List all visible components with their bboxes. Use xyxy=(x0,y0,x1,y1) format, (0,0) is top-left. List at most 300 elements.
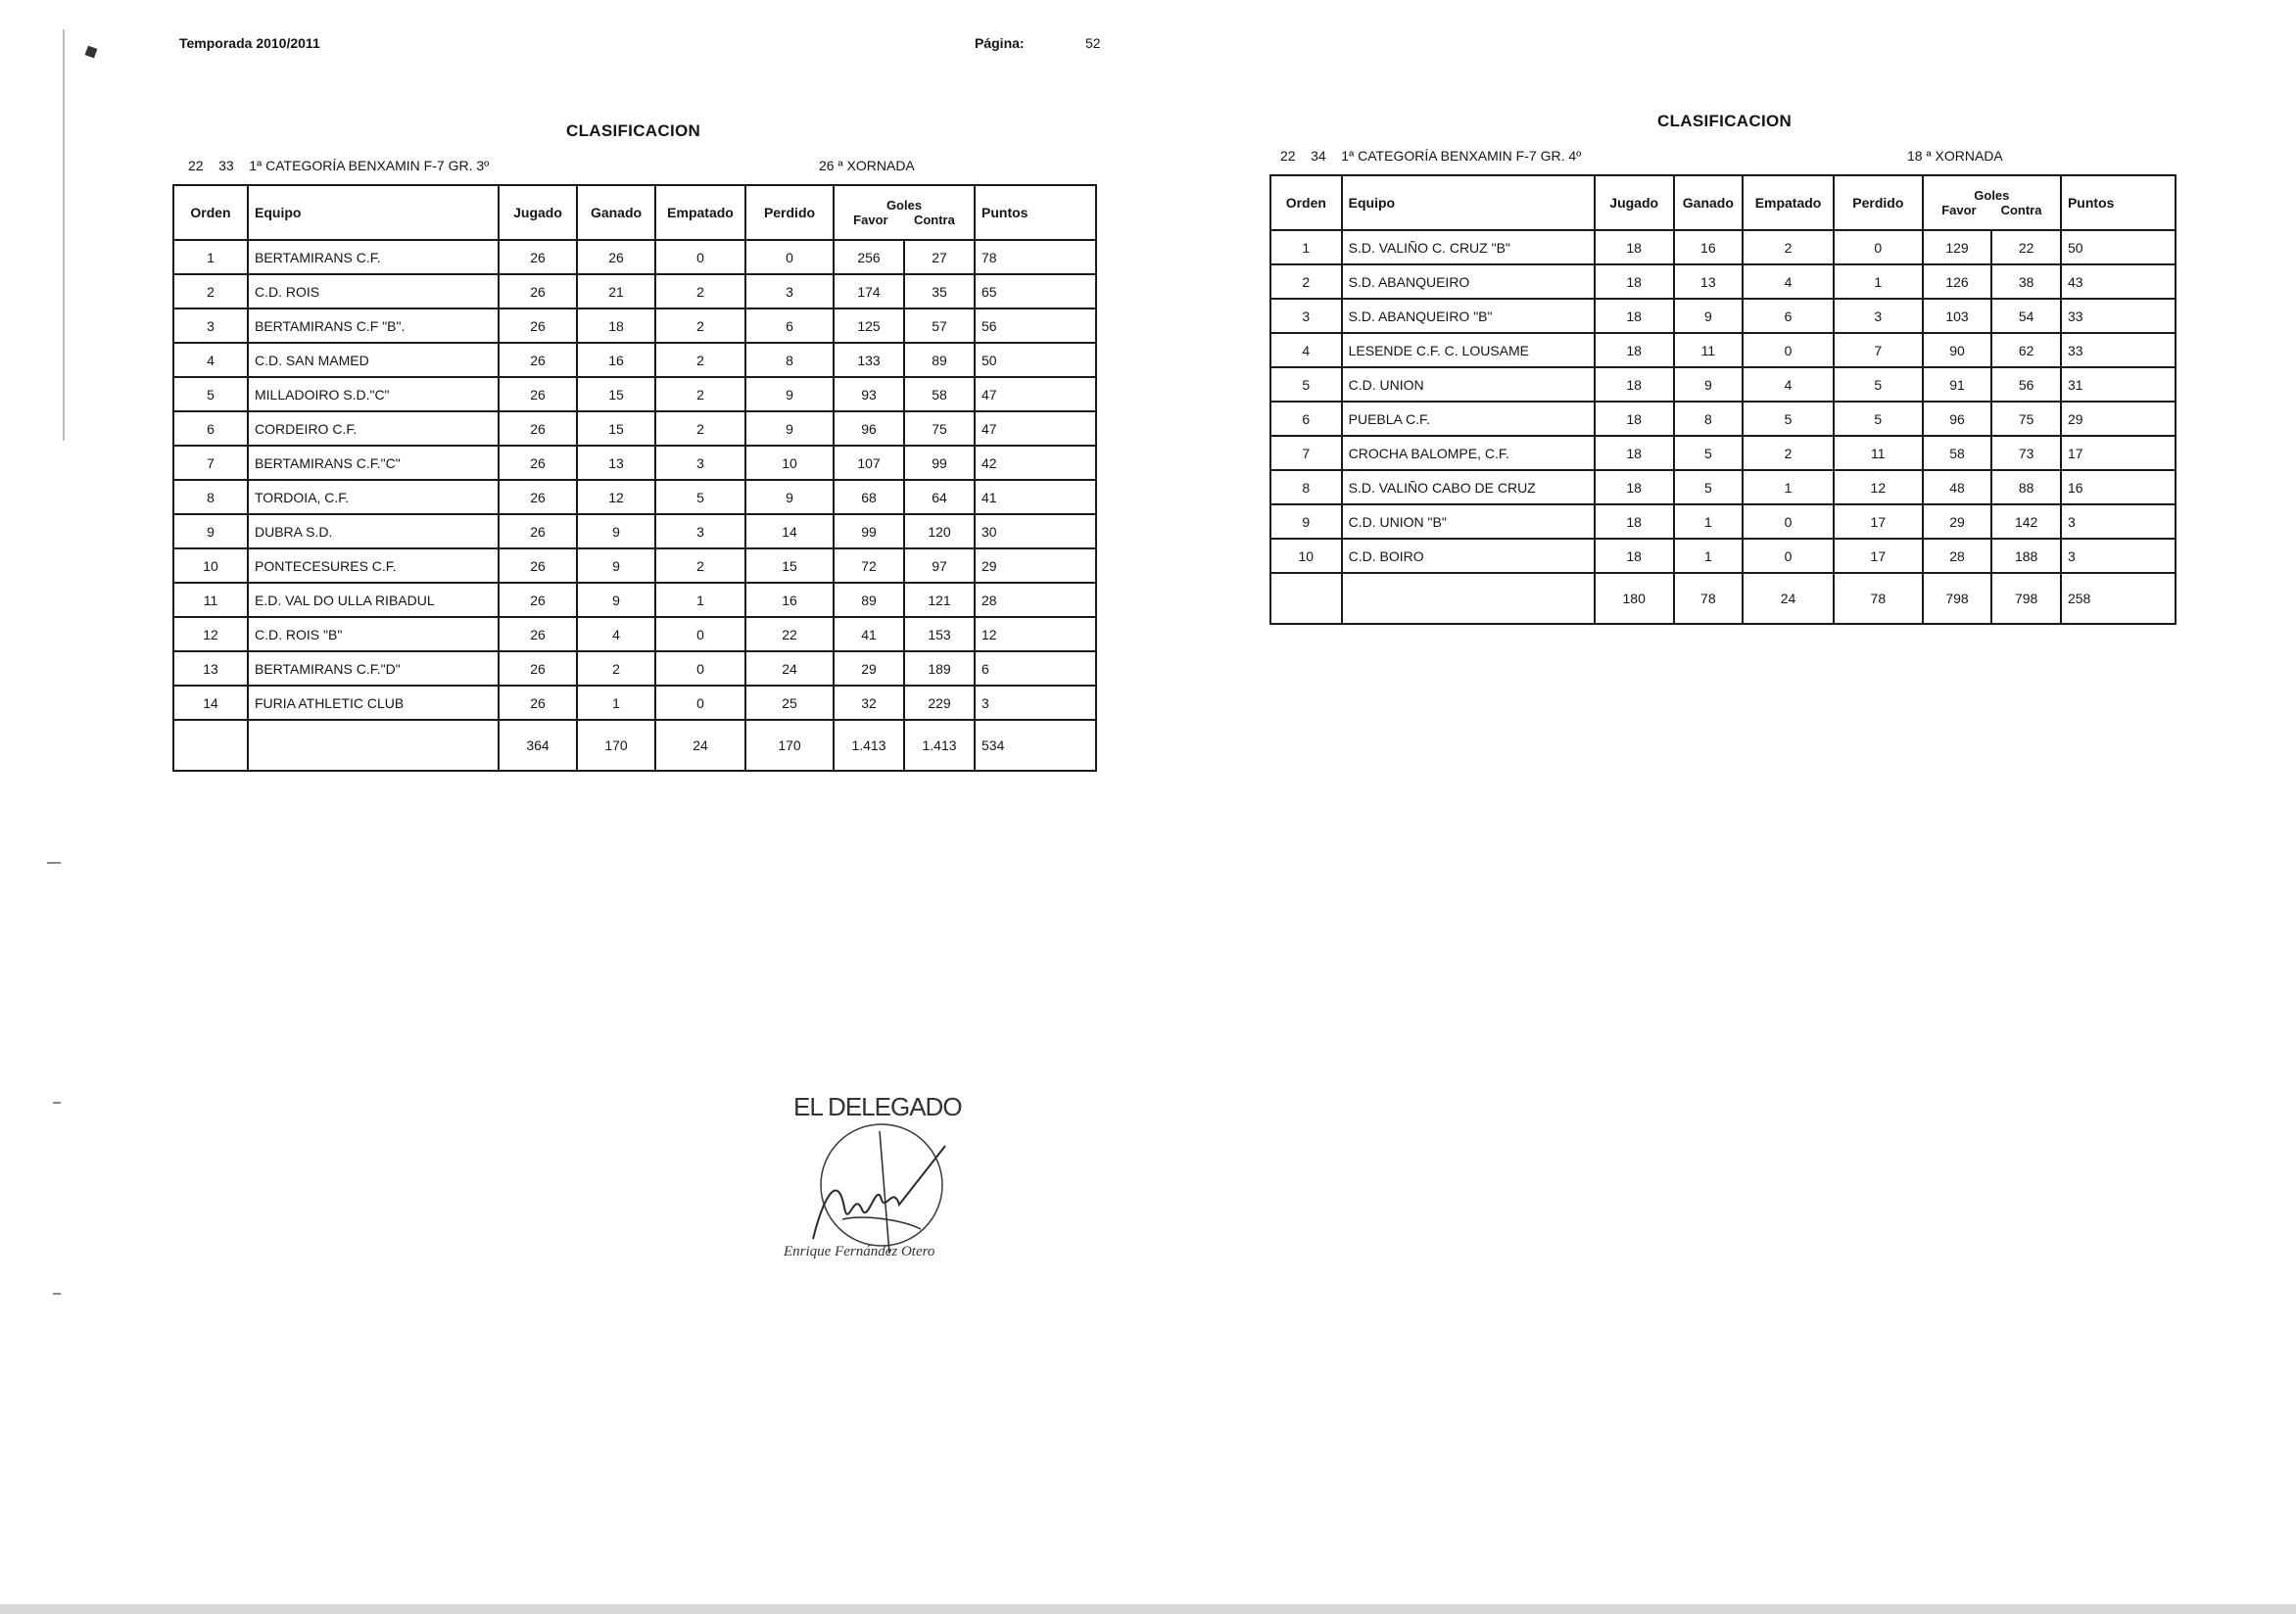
col-contra: Contra xyxy=(2000,203,2042,217)
cell-empatado: 1 xyxy=(655,583,745,617)
cell-orden: 3 xyxy=(173,309,248,343)
table-row xyxy=(1270,299,2176,333)
signature-title: EL DELEGADO xyxy=(793,1092,962,1121)
table-row xyxy=(173,377,1096,411)
col-puntos: Puntos xyxy=(975,185,1096,240)
cell-equipo: TORDOIA, C.F. xyxy=(248,480,499,514)
col-perdido: Perdido xyxy=(1834,175,1923,230)
cell-contra: 99 xyxy=(904,446,975,480)
cell-perdido: 8 xyxy=(745,343,834,377)
cell-ganado: 9 xyxy=(577,548,655,583)
col-empatado: Empatado xyxy=(655,185,745,240)
total-equipo xyxy=(1342,573,1595,624)
total-contra: 1.413 xyxy=(904,720,975,771)
cell-contra: 88 xyxy=(1991,470,2061,504)
cell-orden: 10 xyxy=(1270,539,1342,573)
right-code2: 34 xyxy=(1311,148,1326,164)
cell-contra: 120 xyxy=(904,514,975,548)
cell-equipo: S.D. VALIÑO CABO DE CRUZ xyxy=(1342,470,1595,504)
cell-jugado: 26 xyxy=(499,514,577,548)
cell-orden: 2 xyxy=(173,274,248,309)
season-value: 2010/2011 xyxy=(256,35,320,51)
cell-puntos: 3 xyxy=(2061,504,2176,539)
col-goles xyxy=(834,185,975,240)
cell-puntos: 65 xyxy=(975,274,1096,309)
total-perdido: 78 xyxy=(1834,573,1923,624)
cell-orden: 9 xyxy=(173,514,248,548)
total-favor: 798 xyxy=(1923,573,1992,624)
cell-jugado: 26 xyxy=(499,583,577,617)
cell-equipo: E.D. VAL DO ULLA RIBADUL xyxy=(248,583,499,617)
cell-contra: 121 xyxy=(904,583,975,617)
table-row xyxy=(1270,504,2176,539)
cell-orden: 8 xyxy=(1270,470,1342,504)
cell-jugado: 18 xyxy=(1595,402,1674,436)
cell-ganado: 16 xyxy=(1674,230,1744,264)
right-jornada: 18 ª XORNADA xyxy=(1907,148,2003,164)
cell-favor: 129 xyxy=(1923,230,1992,264)
cell-jugado: 26 xyxy=(499,343,577,377)
cell-contra: 75 xyxy=(1991,402,2061,436)
total-empatado: 24 xyxy=(655,720,745,771)
cell-jugado: 18 xyxy=(1595,299,1674,333)
cell-orden: 7 xyxy=(1270,436,1342,470)
cell-equipo: DUBRA S.D. xyxy=(248,514,499,548)
cell-empatado: 2 xyxy=(655,274,745,309)
cell-empatado: 0 xyxy=(655,686,745,720)
cell-favor: 29 xyxy=(834,651,904,686)
cell-favor: 32 xyxy=(834,686,904,720)
cell-orden: 12 xyxy=(173,617,248,651)
cell-equipo: C.D. UNION xyxy=(1342,367,1595,402)
cell-ganado: 1 xyxy=(577,686,655,720)
total-puntos: 534 xyxy=(975,720,1096,771)
total-ganado: 170 xyxy=(577,720,655,771)
cell-equipo: BERTAMIRANS C.F. xyxy=(248,240,499,274)
cell-perdido: 11 xyxy=(1834,436,1923,470)
cell-contra: 56 xyxy=(1991,367,2061,402)
cell-perdido: 14 xyxy=(745,514,834,548)
cell-orden: 3 xyxy=(1270,299,1342,333)
table-row xyxy=(1270,264,2176,299)
cell-ganado: 4 xyxy=(577,617,655,651)
cell-puntos: 28 xyxy=(975,583,1096,617)
cell-ganado: 9 xyxy=(577,514,655,548)
cell-orden: 4 xyxy=(1270,333,1342,367)
cell-contra: 142 xyxy=(1991,504,2061,539)
cell-ganado: 2 xyxy=(577,651,655,686)
cell-equipo: LESENDE C.F. C. LOUSAME xyxy=(1342,333,1595,367)
table-row xyxy=(173,446,1096,480)
cell-favor: 28 xyxy=(1923,539,1992,573)
cell-ganado: 18 xyxy=(577,309,655,343)
cell-perdido: 15 xyxy=(745,548,834,583)
cell-empatado: 5 xyxy=(1743,402,1834,436)
cell-equipo: PUEBLA C.F. xyxy=(1342,402,1595,436)
cell-ganado: 11 xyxy=(1674,333,1744,367)
cell-jugado: 26 xyxy=(499,309,577,343)
table-row xyxy=(173,686,1096,720)
left-code2: 33 xyxy=(218,158,234,173)
cell-ganado: 26 xyxy=(577,240,655,274)
cell-equipo: MILLADOIRO S.D."C" xyxy=(248,377,499,411)
cell-equipo: CROCHA BALOMPE, C.F. xyxy=(1342,436,1595,470)
cell-equipo: C.D. ROIS "B" xyxy=(248,617,499,651)
cell-ganado: 13 xyxy=(1674,264,1744,299)
total-contra: 798 xyxy=(1991,573,2061,624)
cell-perdido: 9 xyxy=(745,480,834,514)
table-row xyxy=(173,240,1096,274)
cell-perdido: 5 xyxy=(1834,402,1923,436)
cell-empatado: 2 xyxy=(655,548,745,583)
cell-favor: 72 xyxy=(834,548,904,583)
cell-orden: 1 xyxy=(173,240,248,274)
left-category: 1ª CATEGORÍA BENXAMIN F-7 GR. 3º xyxy=(249,158,490,173)
left-code1: 22 xyxy=(188,158,204,173)
cell-empatado: 2 xyxy=(655,343,745,377)
cell-orden: 7 xyxy=(173,446,248,480)
cell-favor: 126 xyxy=(1923,264,1992,299)
cell-empatado: 3 xyxy=(655,446,745,480)
cell-puntos: 78 xyxy=(975,240,1096,274)
left-jornada: 26 ª XORNADA xyxy=(819,158,915,173)
total-empatado: 24 xyxy=(1743,573,1834,624)
cell-puntos: 3 xyxy=(975,686,1096,720)
table-row xyxy=(173,617,1096,651)
cell-jugado: 18 xyxy=(1595,264,1674,299)
cell-equipo: BERTAMIRANS C.F."C" xyxy=(248,446,499,480)
cell-perdido: 24 xyxy=(745,651,834,686)
scan-mark xyxy=(85,46,98,59)
cell-jugado: 26 xyxy=(499,446,577,480)
cell-contra: 97 xyxy=(904,548,975,583)
cell-orden: 8 xyxy=(173,480,248,514)
cell-orden: 6 xyxy=(1270,402,1342,436)
cell-perdido: 17 xyxy=(1834,539,1923,573)
table-row xyxy=(173,548,1096,583)
cell-empatado: 2 xyxy=(1743,436,1834,470)
total-ganado: 78 xyxy=(1674,573,1744,624)
cell-perdido: 9 xyxy=(745,411,834,446)
cell-perdido: 16 xyxy=(745,583,834,617)
cell-equipo: C.D. BOIRO xyxy=(1342,539,1595,573)
cell-contra: 89 xyxy=(904,343,975,377)
cell-ganado: 1 xyxy=(1674,539,1744,573)
col-orden: Orden xyxy=(1270,175,1342,230)
cell-jugado: 18 xyxy=(1595,539,1674,573)
left-standings-table xyxy=(172,184,1097,772)
cell-jugado: 18 xyxy=(1595,333,1674,367)
cell-puntos: 31 xyxy=(2061,367,2176,402)
cell-empatado: 5 xyxy=(655,480,745,514)
cell-favor: 96 xyxy=(1923,402,1992,436)
cell-jugado: 18 xyxy=(1595,470,1674,504)
season-label: Temporada xyxy=(179,35,253,51)
cell-puntos: 3 xyxy=(2061,539,2176,573)
cell-puntos: 42 xyxy=(975,446,1096,480)
cell-ganado: 5 xyxy=(1674,436,1744,470)
cell-favor: 68 xyxy=(834,480,904,514)
table-row xyxy=(173,309,1096,343)
table-row xyxy=(173,274,1096,309)
cell-jugado: 26 xyxy=(499,548,577,583)
right-category: 1ª CATEGORÍA BENXAMIN F-7 GR. 4º xyxy=(1341,148,1582,164)
cell-puntos: 50 xyxy=(2061,230,2176,264)
cell-contra: 73 xyxy=(1991,436,2061,470)
cell-jugado: 26 xyxy=(499,651,577,686)
cell-favor: 256 xyxy=(834,240,904,274)
cell-ganado: 9 xyxy=(1674,367,1744,402)
cell-perdido: 1 xyxy=(1834,264,1923,299)
col-equipo: Equipo xyxy=(1342,175,1595,230)
col-favor: Favor xyxy=(1941,203,1977,217)
cell-equipo: BERTAMIRANS C.F."D" xyxy=(248,651,499,686)
cell-perdido: 22 xyxy=(745,617,834,651)
table-row xyxy=(173,651,1096,686)
cell-ganado: 21 xyxy=(577,274,655,309)
cell-puntos: 29 xyxy=(975,548,1096,583)
cell-puntos: 33 xyxy=(2061,299,2176,333)
cell-jugado: 26 xyxy=(499,240,577,274)
cell-puntos: 12 xyxy=(975,617,1096,651)
cell-empatado: 4 xyxy=(1743,264,1834,299)
cell-orden: 11 xyxy=(173,583,248,617)
cell-equipo: FURIA ATHLETIC CLUB xyxy=(248,686,499,720)
cell-empatado: 0 xyxy=(655,617,745,651)
cell-empatado: 2 xyxy=(655,309,745,343)
total-orden xyxy=(173,720,248,771)
cell-puntos: 47 xyxy=(975,377,1096,411)
cell-ganado: 16 xyxy=(577,343,655,377)
cell-perdido: 9 xyxy=(745,377,834,411)
cell-perdido: 7 xyxy=(1834,333,1923,367)
cell-puntos: 29 xyxy=(2061,402,2176,436)
total-perdido: 170 xyxy=(745,720,834,771)
totals-row xyxy=(173,720,1096,771)
cell-ganado: 9 xyxy=(577,583,655,617)
cell-empatado: 6 xyxy=(1743,299,1834,333)
table-row xyxy=(173,514,1096,548)
table-row xyxy=(1270,230,2176,264)
cell-perdido: 17 xyxy=(1834,504,1923,539)
cell-ganado: 5 xyxy=(1674,470,1744,504)
cell-puntos: 6 xyxy=(975,651,1096,686)
cell-contra: 35 xyxy=(904,274,975,309)
right-standings-table xyxy=(1269,174,2176,625)
cell-puntos: 47 xyxy=(975,411,1096,446)
table-row xyxy=(173,343,1096,377)
cell-favor: 107 xyxy=(834,446,904,480)
cell-ganado: 1 xyxy=(1674,504,1744,539)
cell-favor: 93 xyxy=(834,377,904,411)
cell-ganado: 13 xyxy=(577,446,655,480)
cell-empatado: 4 xyxy=(1743,367,1834,402)
cell-perdido: 10 xyxy=(745,446,834,480)
col-jugado: Jugado xyxy=(1595,175,1674,230)
cell-empatado: 1 xyxy=(1743,470,1834,504)
total-jugado: 364 xyxy=(499,720,577,771)
cell-ganado: 8 xyxy=(1674,402,1744,436)
col-empatado: Empatado xyxy=(1743,175,1834,230)
cell-favor: 90 xyxy=(1923,333,1992,367)
cell-jugado: 26 xyxy=(499,274,577,309)
right-category-line xyxy=(1280,148,1581,164)
right-title: CLASIFICACION xyxy=(1657,112,1793,130)
cell-jugado: 26 xyxy=(499,686,577,720)
cell-contra: 38 xyxy=(1991,264,2061,299)
cell-contra: 54 xyxy=(1991,299,2061,333)
goles-label: Goles xyxy=(1974,188,2010,203)
cell-contra: 57 xyxy=(904,309,975,343)
cell-jugado: 18 xyxy=(1595,504,1674,539)
cell-orden: 9 xyxy=(1270,504,1342,539)
cell-perdido: 25 xyxy=(745,686,834,720)
page-number: 52 xyxy=(1085,35,1101,51)
table-row xyxy=(1270,402,2176,436)
cell-contra: 22 xyxy=(1991,230,2061,264)
table-row xyxy=(173,583,1096,617)
cell-perdido: 0 xyxy=(1834,230,1923,264)
col-jugado: Jugado xyxy=(499,185,577,240)
cell-jugado: 26 xyxy=(499,480,577,514)
cell-favor: 89 xyxy=(834,583,904,617)
left-header-row xyxy=(173,185,1096,240)
cell-favor: 96 xyxy=(834,411,904,446)
cell-orden: 2 xyxy=(1270,264,1342,299)
cell-puntos: 33 xyxy=(2061,333,2176,367)
cell-contra: 64 xyxy=(904,480,975,514)
cell-equipo: C.D. ROIS xyxy=(248,274,499,309)
table-row xyxy=(1270,470,2176,504)
totals-row xyxy=(1270,573,2176,624)
cell-puntos: 43 xyxy=(2061,264,2176,299)
cell-equipo: S.D. ABANQUEIRO "B" xyxy=(1342,299,1595,333)
col-ganado: Ganado xyxy=(577,185,655,240)
cell-jugado: 18 xyxy=(1595,436,1674,470)
cell-equipo: S.D. ABANQUEIRO xyxy=(1342,264,1595,299)
cell-orden: 4 xyxy=(173,343,248,377)
col-puntos: Puntos xyxy=(2061,175,2176,230)
cell-contra: 153 xyxy=(904,617,975,651)
table-row xyxy=(173,411,1096,446)
cell-empatado: 0 xyxy=(655,651,745,686)
table-row xyxy=(1270,367,2176,402)
table-row xyxy=(173,480,1096,514)
cell-empatado: 2 xyxy=(655,377,745,411)
cell-perdido: 0 xyxy=(745,240,834,274)
cell-orden: 1 xyxy=(1270,230,1342,264)
cell-equipo: C.D. UNION "B" xyxy=(1342,504,1595,539)
table-row xyxy=(1270,333,2176,367)
cell-equipo: BERTAMIRANS C.F "B". xyxy=(248,309,499,343)
goles-label: Goles xyxy=(885,198,923,213)
signature-name: Enrique Fernández Otero xyxy=(784,1244,935,1259)
table-row xyxy=(1270,539,2176,573)
cell-contra: 188 xyxy=(1991,539,2061,573)
cell-perdido: 3 xyxy=(1834,299,1923,333)
total-puntos: 258 xyxy=(2061,573,2176,624)
col-favor: Favor xyxy=(853,213,888,227)
cell-ganado: 12 xyxy=(577,480,655,514)
cell-contra: 75 xyxy=(904,411,975,446)
cell-jugado: 26 xyxy=(499,617,577,651)
cell-perdido: 5 xyxy=(1834,367,1923,402)
col-orden: Orden xyxy=(173,185,248,240)
cell-favor: 125 xyxy=(834,309,904,343)
cell-favor: 91 xyxy=(1923,367,1992,402)
cell-empatado: 0 xyxy=(1743,333,1834,367)
cell-perdido: 12 xyxy=(1834,470,1923,504)
cell-jugado: 18 xyxy=(1595,367,1674,402)
cell-favor: 41 xyxy=(834,617,904,651)
cell-puntos: 17 xyxy=(2061,436,2176,470)
cell-empatado: 2 xyxy=(1743,230,1834,264)
col-equipo: Equipo xyxy=(248,185,499,240)
cell-empatado: 2 xyxy=(655,411,745,446)
total-equipo xyxy=(248,720,499,771)
cell-empatado: 3 xyxy=(655,514,745,548)
cell-orden: 5 xyxy=(1270,367,1342,402)
cell-contra: 58 xyxy=(904,377,975,411)
cell-puntos: 16 xyxy=(2061,470,2176,504)
cell-ganado: 9 xyxy=(1674,299,1744,333)
cell-favor: 103 xyxy=(1923,299,1992,333)
cell-puntos: 41 xyxy=(975,480,1096,514)
right-code1: 22 xyxy=(1280,148,1296,164)
total-orden xyxy=(1270,573,1342,624)
left-title: CLASIFICACION xyxy=(566,121,701,140)
cell-equipo: CORDEIRO C.F. xyxy=(248,411,499,446)
cell-equipo: S.D. VALIÑO C. CRUZ "B" xyxy=(1342,230,1595,264)
total-favor: 1.413 xyxy=(834,720,904,771)
cell-equipo: C.D. SAN MAMED xyxy=(248,343,499,377)
cell-contra: 62 xyxy=(1991,333,2061,367)
total-jugado: 180 xyxy=(1595,573,1674,624)
cell-puntos: 50 xyxy=(975,343,1096,377)
cell-puntos: 30 xyxy=(975,514,1096,548)
cell-jugado: 26 xyxy=(499,377,577,411)
cell-ganado: 15 xyxy=(577,377,655,411)
season-header xyxy=(179,35,320,51)
cell-jugado: 26 xyxy=(499,411,577,446)
cell-orden: 5 xyxy=(173,377,248,411)
cell-orden: 14 xyxy=(173,686,248,720)
cell-favor: 99 xyxy=(834,514,904,548)
page-label: Página: xyxy=(975,35,1025,51)
cell-perdido: 6 xyxy=(745,309,834,343)
cell-contra: 189 xyxy=(904,651,975,686)
col-goles xyxy=(1923,175,2061,230)
cell-favor: 174 xyxy=(834,274,904,309)
cell-perdido: 3 xyxy=(745,274,834,309)
col-ganado: Ganado xyxy=(1674,175,1744,230)
cell-equipo: PONTECESURES C.F. xyxy=(248,548,499,583)
cell-jugado: 18 xyxy=(1595,230,1674,264)
cell-empatado: 0 xyxy=(1743,504,1834,539)
table-row xyxy=(1270,436,2176,470)
left-category-line xyxy=(188,158,489,173)
cell-puntos: 56 xyxy=(975,309,1096,343)
cell-contra: 27 xyxy=(904,240,975,274)
cell-ganado: 15 xyxy=(577,411,655,446)
col-perdido: Perdido xyxy=(745,185,834,240)
col-contra: Contra xyxy=(913,213,955,227)
cell-empatado: 0 xyxy=(1743,539,1834,573)
cell-favor: 48 xyxy=(1923,470,1992,504)
cell-favor: 133 xyxy=(834,343,904,377)
right-header-row xyxy=(1270,175,2176,230)
cell-orden: 10 xyxy=(173,548,248,583)
